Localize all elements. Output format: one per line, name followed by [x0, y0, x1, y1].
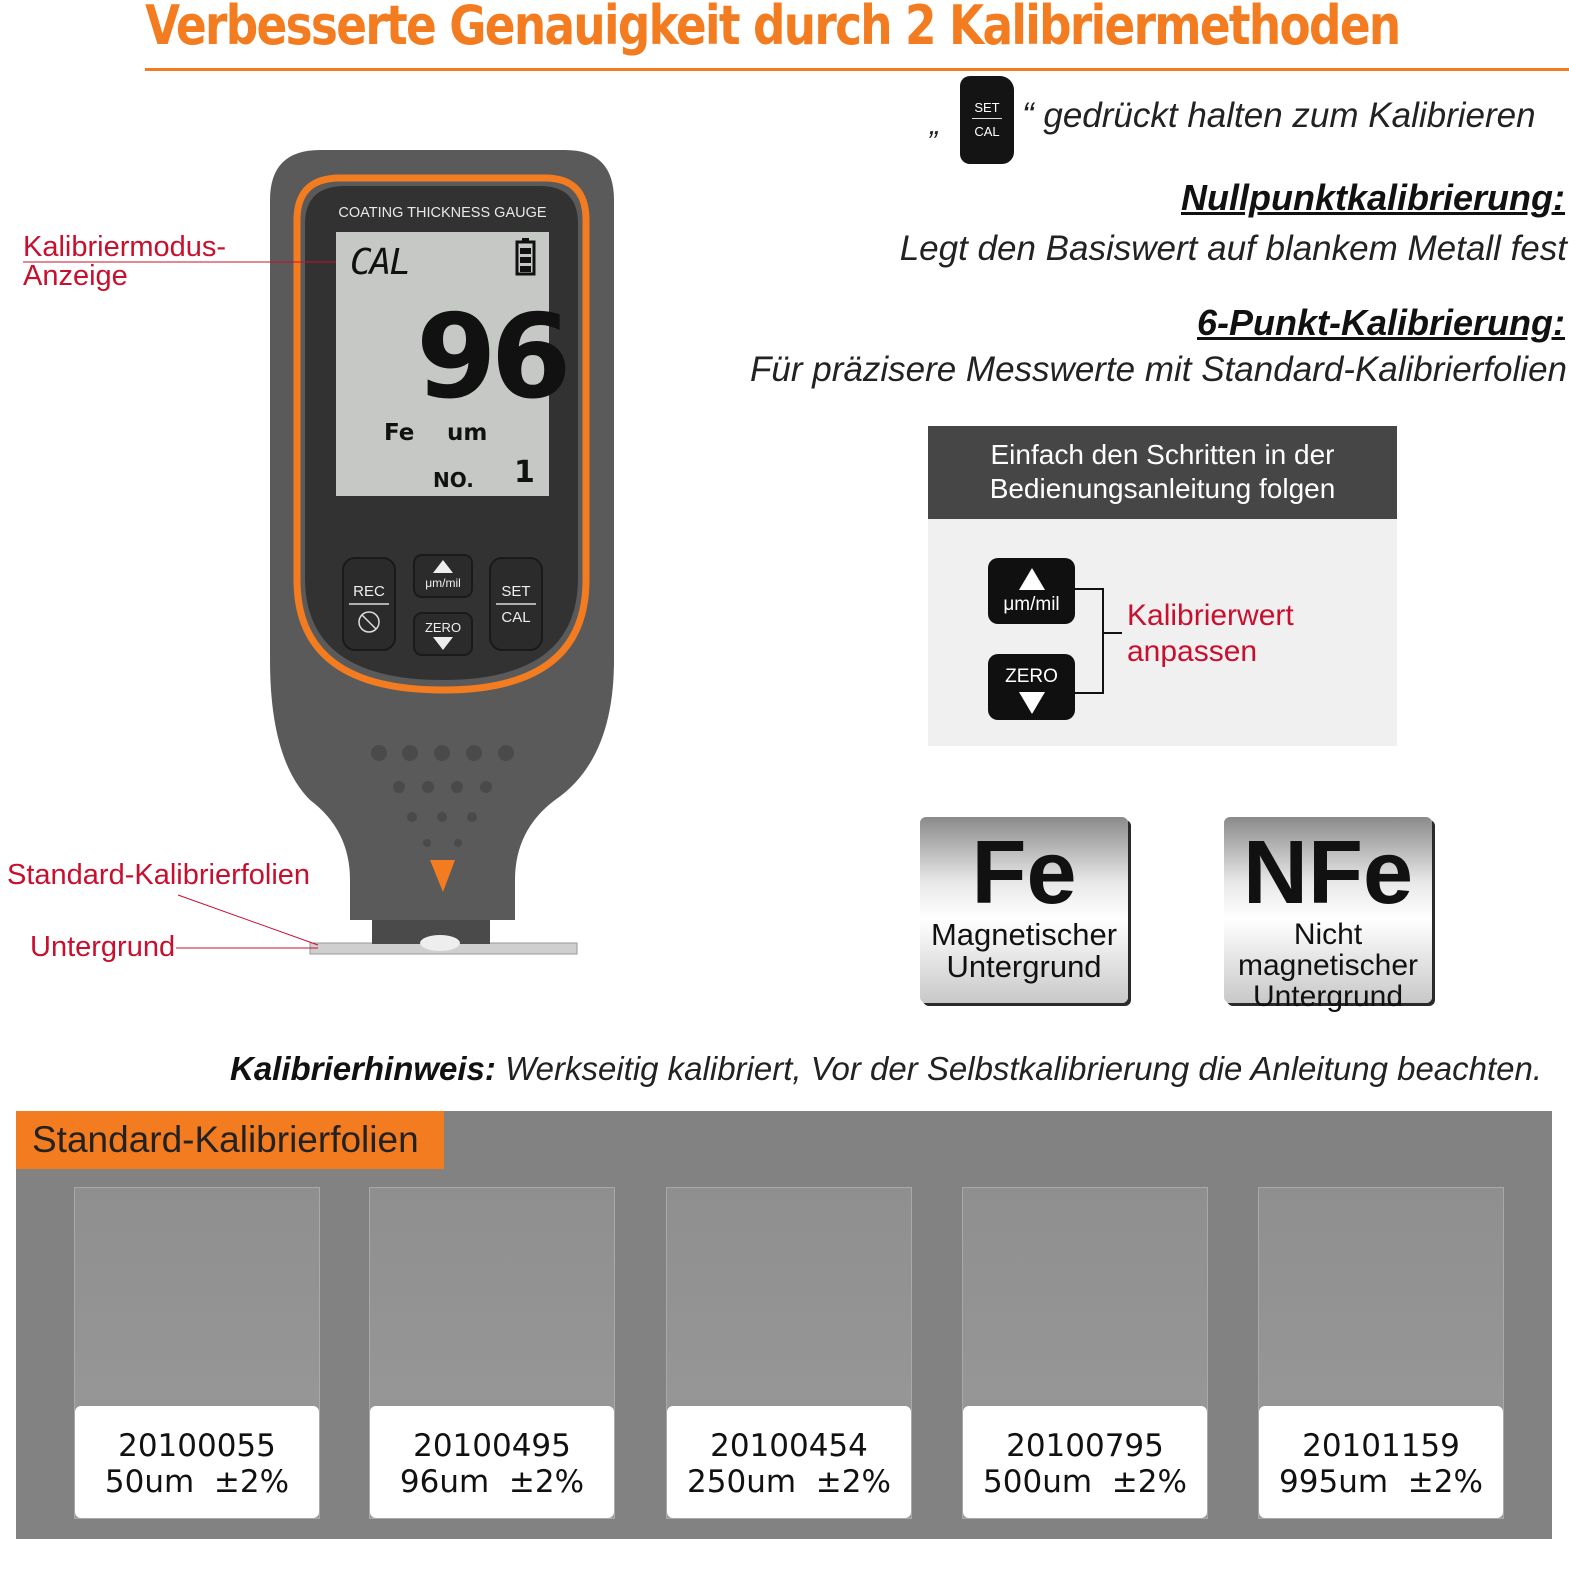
set-cal-key-icon — [960, 76, 1014, 164]
set-cal-key-bottom-label: CAL — [974, 124, 1000, 139]
lcd-number-value: 1 — [514, 455, 535, 490]
zero-down-key-icon — [988, 654, 1075, 720]
calibration-hint — [230, 1050, 1542, 1088]
probe-tip — [420, 935, 460, 951]
foil-thickness: 250um — [687, 1464, 797, 1500]
nfe-line1: Nicht — [1293, 918, 1363, 951]
foil-label — [75, 1406, 319, 1518]
steps-panel — [928, 426, 1397, 746]
foil-thickness: 96um — [399, 1464, 490, 1500]
foil-thickness: 500um — [983, 1464, 1093, 1500]
foils-label: Standard-Kalibrierfolien — [7, 859, 311, 891]
device-brand-text: COATING THICKNESS GAUGE — [338, 205, 547, 221]
page-title: Verbesserte Genauigkeit durch 2 Kalibriermethoden — [145, 0, 1400, 57]
foil-id: 20100454 — [710, 1428, 868, 1464]
foil-id: 20100795 — [1006, 1428, 1164, 1464]
foil-tolerance: ±2% — [815, 1464, 891, 1500]
foil-tolerance: ±2% — [1407, 1464, 1483, 1500]
adjust-note-line2: anpassen — [1127, 635, 1258, 668]
title-underline — [145, 68, 1569, 71]
adjust-note-line1: Kalibrierwert — [1127, 599, 1294, 632]
foil-tolerance: ±2% — [213, 1464, 290, 1500]
fe-substrate-tile — [920, 817, 1128, 1003]
substrate-label: Untergrund — [30, 931, 176, 963]
zero-down-key-label: ZERO — [1005, 666, 1058, 687]
foils-leader — [178, 895, 318, 945]
lcd-substrate: Fe — [384, 420, 415, 446]
unit-button: μm/mil — [425, 576, 461, 590]
key-divider — [972, 118, 1002, 119]
down-arrow-icon — [1019, 692, 1045, 714]
foil-label — [370, 1406, 614, 1518]
foil-card — [369, 1187, 615, 1519]
lcd-reading: 96 — [416, 290, 566, 425]
bracket-tick — [1102, 632, 1122, 634]
adjust-value-note — [1127, 598, 1294, 670]
foil-thickness: 50um — [104, 1464, 195, 1500]
foil-card — [74, 1187, 320, 1519]
zero-calibration-body: Legt den Basiswert auf blankem Metall fest — [899, 229, 1567, 268]
hold-instruction-text: “ gedrückt halten zum Kalibrieren — [1022, 96, 1536, 135]
nfe-substrate-tile — [1224, 817, 1432, 1013]
unit-up-key-icon — [988, 558, 1075, 624]
steps-header-line2: Bedienungsanleitung folgen — [989, 473, 1336, 504]
foil-id: 20100495 — [413, 1428, 571, 1464]
nfe-line2: magnetischer — [1237, 949, 1419, 982]
nfe-symbol: NFe — [1242, 823, 1414, 923]
set-cal-key-top-label: SET — [974, 100, 1000, 115]
foil-card — [1258, 1187, 1504, 1519]
lcd-unit: um — [447, 420, 488, 446]
foils-section-title: Standard-Kalibrierfolien — [16, 1111, 444, 1169]
rec-button: REC — [353, 583, 385, 600]
lcd-number-label: NO. — [433, 468, 474, 492]
mode-indicator-line2: Anzeige — [23, 260, 128, 292]
foil-label — [963, 1406, 1207, 1518]
six-point-calibration-heading: 6-Punkt-Kalibrierung: — [1196, 302, 1565, 343]
six-point-calibration-body: Für präzisere Messwerte mit Standard-Kalibrierfolien — [750, 350, 1567, 389]
lcd-mode-text: CAL — [350, 242, 410, 283]
calibration-hint-text: Werkseitig kalibriert, Vor der Selbstkalibrierung die Anleitung beachten. — [495, 1050, 1543, 1087]
foil-id: 20101159 — [1302, 1428, 1460, 1464]
foil-card — [962, 1187, 1208, 1519]
zero-calibration-heading: Nullpunktkalibrierung: — [1180, 177, 1565, 218]
nfe-line3: Untergrund — [1252, 980, 1404, 1013]
foil-thickness: 995um — [1279, 1464, 1389, 1500]
unit-up-key-label: μm/mil — [1003, 594, 1060, 615]
battery-cap — [522, 238, 529, 242]
steps-header-line1: Einfach den Schritten in der — [990, 439, 1335, 470]
foil-tolerance: ±2% — [1111, 1464, 1187, 1500]
set-button-label: SET — [501, 583, 531, 600]
zero-button: ZERO — [424, 620, 462, 635]
calibration-hint-label: Kalibrierhinweis: — [230, 1050, 496, 1087]
fe-line2: Untergrund — [946, 949, 1102, 984]
foil-tolerance: ±2% — [508, 1464, 585, 1500]
bracket-connector — [1075, 588, 1104, 694]
steps-panel-header — [928, 426, 1397, 519]
mode-indicator-line1: Kalibriermodus- — [23, 231, 227, 263]
foil-id: 20100055 — [118, 1428, 276, 1464]
cal-button-label: CAL — [501, 609, 531, 626]
fe-symbol: Fe — [971, 823, 1077, 923]
foil-label — [667, 1406, 911, 1518]
fe-line1: Magnetischer — [930, 917, 1118, 952]
mode-indicator-label — [23, 233, 226, 291]
foil-card — [666, 1187, 912, 1519]
open-quote: „ — [930, 108, 940, 141]
up-arrow-icon — [1019, 568, 1045, 590]
foil-label — [1259, 1406, 1503, 1518]
